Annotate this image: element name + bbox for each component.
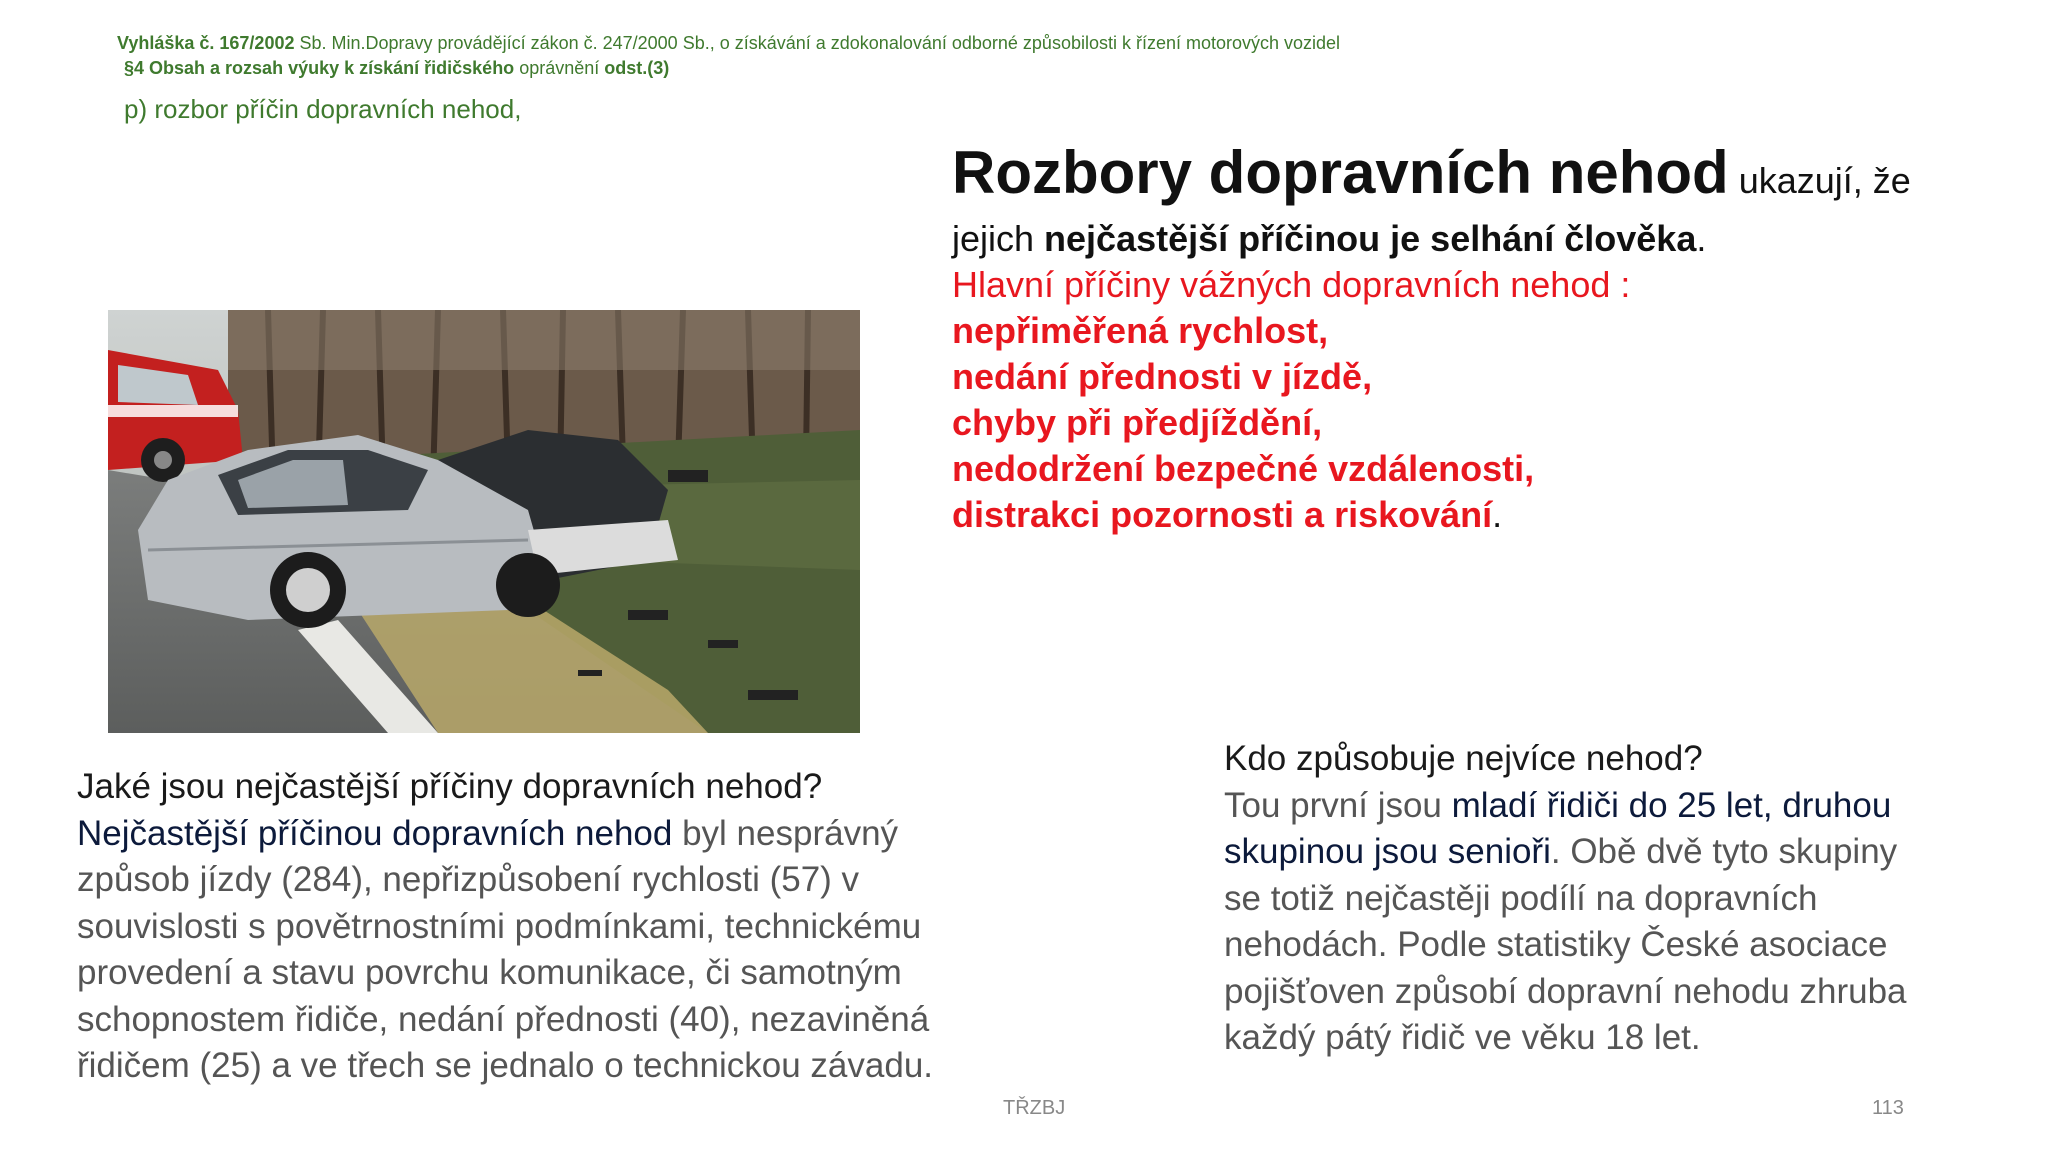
cause-item: distrakci pozornosti a riskování	[952, 494, 1493, 535]
explanation-question: Jaké jsou nejčastější příčiny dopravních nehod?	[77, 767, 823, 806]
drivers-line: pojišťoven způsobí dopravní nehodu zhruba	[1224, 971, 1907, 1011]
summary-end: .	[1696, 218, 1707, 259]
footer-label: TŘZBJ	[1003, 1097, 1066, 1119]
slide-title	[952, 138, 2012, 216]
car-crash-illustration	[108, 310, 860, 733]
drivers-line	[1224, 783, 2024, 830]
car-crash-photo	[108, 310, 860, 733]
explanation-rest: byl nesprávný	[672, 813, 899, 853]
cause-item: nedání přednosti v jízdě,	[952, 356, 1373, 397]
drivers-strong: skupinou jsou senioři	[1224, 832, 1551, 871]
drivers-line: každý pátý řidič ve věku 18 let.	[1224, 1018, 1701, 1057]
cause-item: chyby při předjíždění,	[952, 402, 1323, 443]
cause-item: nepřiměřená rychlost,	[952, 310, 1329, 351]
causes-summary	[952, 138, 2012, 538]
drivers-line	[1224, 829, 2024, 876]
header-regulation-rest: Sb. Min.Dopravy provádějící zákon č. 247/2000 Sb., o získávání a zdokonalování odborné způsobilosti k řízení motorových vozidel	[294, 33, 1341, 53]
drivers-line: nehodách. Podle statistiky České asociace	[1224, 925, 1888, 964]
summary-pre: jejich	[952, 218, 1045, 259]
drivers-strong: mladí řidiči do 25 let, druhou	[1451, 785, 1892, 825]
summary-line	[952, 216, 2012, 262]
explanation-line: schopnostem řidiče, nedání přednosti (40), nezaviněná	[77, 999, 930, 1039]
slide-title-bold: Rozbory dopravních nehod	[952, 139, 1729, 206]
header-subpoint: p) rozbor příčin dopravních nehod,	[124, 94, 522, 124]
explanation-line: způsob jízdy (284), nepřizpůsobení rychlosti (57) v	[77, 860, 860, 899]
drivers-pre: Tou první jsou	[1224, 785, 1452, 825]
header-section-mid: oprávnění	[514, 58, 605, 78]
cause-end-dot: .	[1492, 494, 1503, 535]
drivers-explanation	[1224, 736, 2024, 1062]
drivers-line: se totiž nejčastěji podílí na dopravních	[1224, 878, 1818, 918]
explanation-line: provedení a stavu povrchu komunikace, či samotným	[77, 953, 902, 992]
header-section-line	[124, 58, 669, 79]
explanation-strong: Nejčastější příčinou dopravních nehod	[77, 813, 673, 853]
header-regulation-line	[117, 33, 1340, 54]
summary-bold: nejčastější příčinou je selhání člověka	[1044, 218, 1697, 259]
drivers-question: Kdo způsobuje nejvíce nehod?	[1224, 739, 1703, 778]
slide-title-rest: ukazují, že	[1728, 160, 1911, 201]
explanation-line	[77, 811, 1057, 858]
causes-heading: Hlavní příčiny vážných dopravních nehod :	[952, 264, 1631, 305]
explanation-line: souvislosti s povětrnostními podmínkami, technickému	[77, 906, 922, 946]
header-section-end: odst.(3)	[604, 58, 670, 78]
drivers-rest: . Obě dvě tyto skupiny	[1550, 832, 1898, 871]
header-section-bold: §4 Obsah a rozsah výuky k získání řidičského	[124, 58, 515, 78]
page-number: 113	[1872, 1097, 1904, 1119]
header-regulation-number: Vyhláška č. 167/2002	[117, 33, 295, 53]
cause-item-last	[952, 492, 2012, 538]
causes-explanation	[77, 764, 1057, 1090]
explanation-line: řidičem (25) a ve třech se jednalo o technickou závadu.	[77, 1046, 934, 1085]
cause-item: nedodržení bezpečné vzdálenosti,	[952, 448, 1535, 489]
